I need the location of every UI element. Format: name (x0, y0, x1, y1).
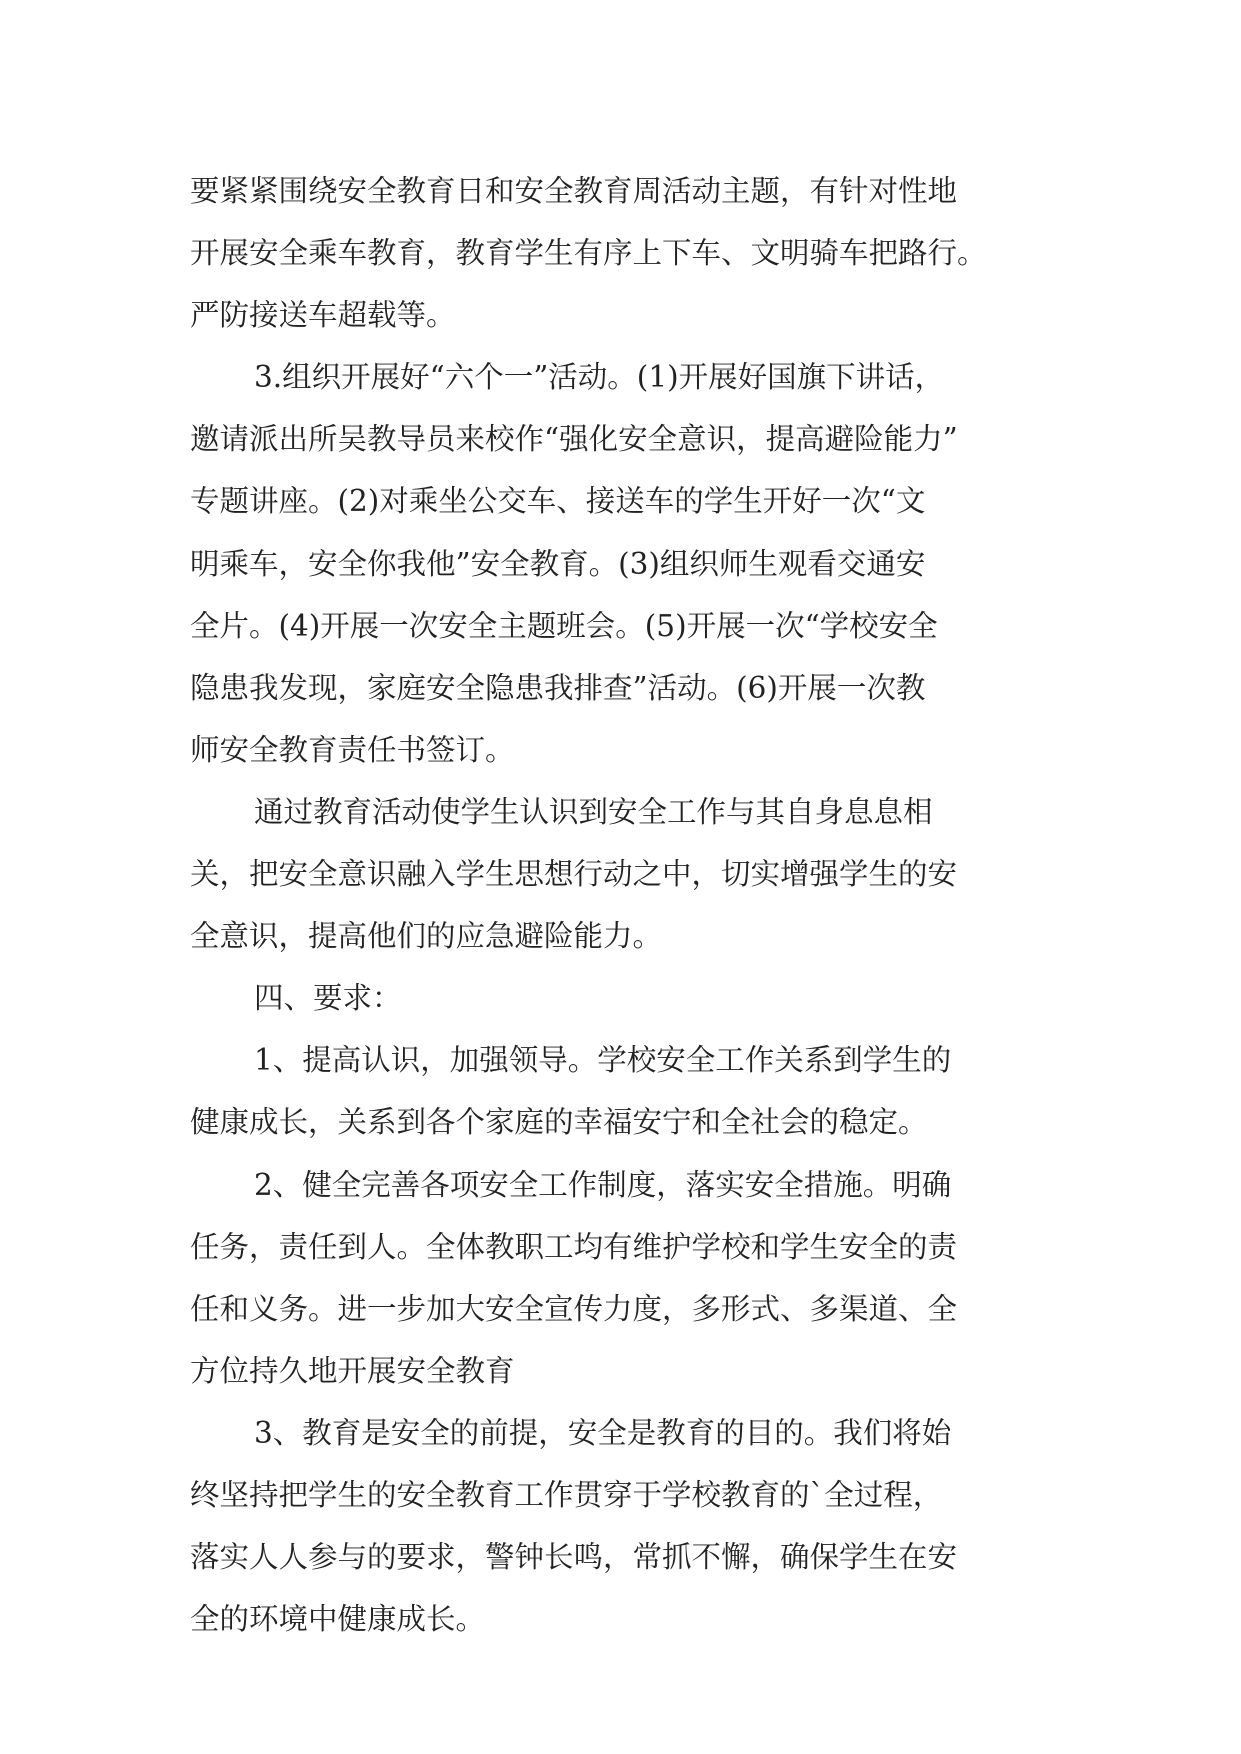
text-line: 严防接送车超载等。 (190, 298, 456, 333)
text-line: 开展安全乘车教育，教育学生有序上下车、文明骑车把路行。 (190, 236, 987, 271)
document-body (190, 160, 1052, 1650)
text-line: 明乘车，安全你我他”安全教育。(3)组织师生观看交通安 (190, 546, 926, 581)
text-line: 任务，责任到人。全体教职工均有维护学校和学生安全的责 (190, 1229, 958, 1264)
text-line: 健康成长，关系到各个家庭的幸福安宁和全社会的稳定。 (190, 1105, 928, 1140)
text-line: 专题讲座。(2)对乘坐公交车、接送车的学生开好一次“文 (190, 484, 926, 519)
paragraph-start-line: 通过教育活动使学生认识到安全工作与其自身息息相 (254, 794, 933, 829)
text-line: 任和义务。进一步加大安全宣传力度，多形式、多渠道、全 (190, 1291, 958, 1326)
text-line: 要紧紧围绕安全教育日和安全教育周活动主题，有针对性地 (190, 174, 958, 208)
paragraph-start-line: 3.组织开展好“六个一”活动。(1)开展好国旗下讲话， (254, 360, 945, 395)
text-line: 方位持久地开展安全教育 (190, 1353, 515, 1388)
paragraph-start-line: 2、健全完善各项安全工作制度，落实安全措施。明确 (254, 1167, 952, 1202)
text-line: 隐患我发现，家庭安全隐患我排查”活动。(6)开展一次教 (190, 670, 926, 705)
text-line: 全的环境中健康成长。 (190, 1602, 486, 1637)
text-line: 邀请派出所吴教导员来校作“强化安全意识，提高避险能力” (190, 422, 958, 457)
text-line: 全片。(4)开展一次安全主题班会。(5)开展一次“学校安全 (190, 608, 938, 643)
section-heading: 四、要求： (254, 981, 402, 1016)
text-line: 终坚持把学生的安全教育工作贯穿于学校教育的`全过程， (190, 1477, 943, 1512)
paragraph-start-line: 1、提高认识，加强领导。学校安全工作关系到学生的 (254, 1043, 952, 1078)
text-line: 落实人人参与的要求，警钟长鸣，常抓不懈，确保学生在安 (190, 1540, 958, 1575)
paragraph-start-line: 3、教育是安全的前提，安全是教育的目的。我们将始 (254, 1415, 952, 1450)
text-line: 全意识，提高他们的应急避险能力。 (190, 919, 663, 954)
text-line: 师安全教育责任书签订。 (190, 732, 515, 767)
text-line: 关，把安全意识融入学生思想行动之中，切实增强学生的安 (190, 857, 958, 892)
